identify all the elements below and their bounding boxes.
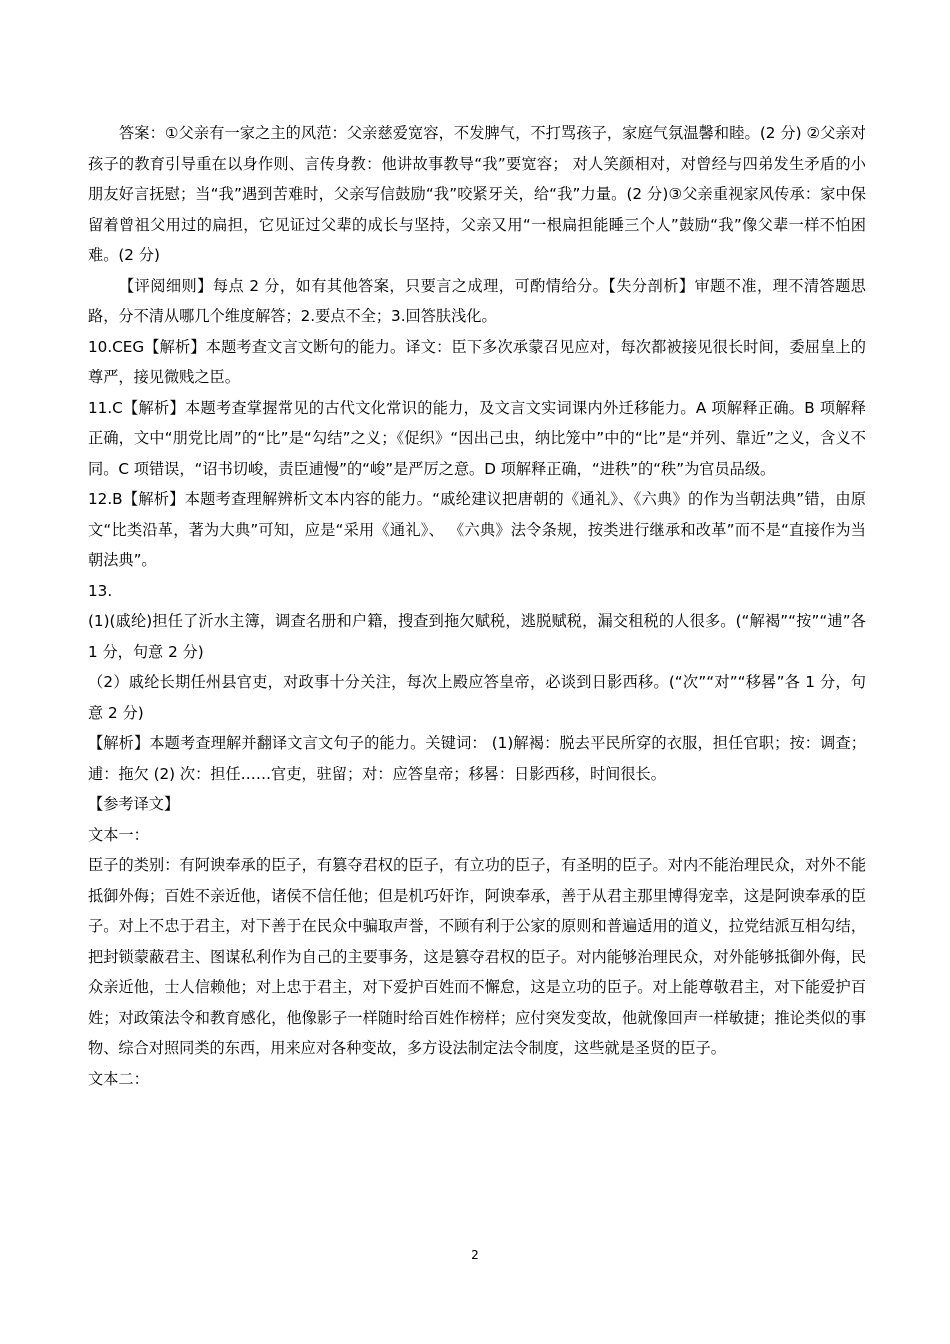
question-11-analysis: 11.C【解析】本题考查掌握常见的古代文化常识的能力，及文言文实词课内外迁移能力。A 项解释正确。B 项解释正确，文中“朋党比周”的“比”是“勾结”之义；《促织》“因出己虫，纳比笼中”中的“比”是“并列、靠近”之义，含义不同。C 项错误，“诏书切峻，责臣逋慢”的“峻”是严厉之意。D 项解释正确，“进秩”的“秩”为官员品级。 (88, 398, 866, 478)
page-number: 2 (471, 1248, 479, 1262)
document-body (88, 118, 866, 1094)
question-13-part-1: (1)(戚纶)担任了沂水主簿，调查名册和户籍，搜查到拖欠赋税，逃脱赋税，漏交租税的人很多。(“解褐”“按”“逋”各 1 分，句意 2 分) (88, 612, 866, 661)
text-one-translation: 臣子的类别：有阿谀奉承的臣子，有篡夺君权的臣子，有立功的臣子，有圣明的臣子。对内不能治理民众，对外不能抵御外侮；百姓不亲近他，诸侯不信任他；但是机巧奸诈，阿谀奉承，善于从君主那里博得宠幸，这是阿谀奉承的臣子。对上不忠于君主，对下善于在民众中骗取声誉，不顾有利于公家的原则和普遍适用的道义，拉党结派互相勾结，把封锁蒙蔽君主、图谋私利作为自己的主要事务，这是篡夺君权的臣子。对内能够治理民众，对外能够抵御外侮，民众亲近他，士人信赖他；对上忠于君主，对下爱护百姓而不懈怠，这是立功的臣子。对上能尊敬君主，对下能爱护百姓；对政策法令和教育感化，他像影子一样随时给百姓作榜样；应付突发变故，他就像回声一样敏捷；推论类似的事物、综合对照同类的东西，用来应对各种变故，多方设法制定法令制度，这些就是圣贤的臣子。 (88, 856, 866, 1057)
text-one-label: 文本一： (88, 825, 149, 844)
answer-paragraph: 答案：①父亲有一家之主的风范：父亲慈爱宽容，不发脾气，不打骂孩子，家庭气氛温馨和睦。(2 分) ②父亲对孩子的教育引导重在以身作则、言传身教：他讲故事教导“我”要宽容； 对人笑颜相对，对曾经与四弟发生矛盾的小朋友好言抚慰；当“我”遇到苦难时，父亲写信鼓励“我”咬紧牙关，给“我”力量。(2 分)③父亲重视家风传承：家中保留着曾祖父用过的扁担，它见证过父辈的成长与坚持，父亲又用“一根扁担能睡三个人”鼓励“我”像父辈一样不怕困难。(2 分) (88, 124, 866, 264)
question-10-analysis: 10.CEG【解析】本题考查文言文断句的能力。译文：臣下多次承蒙召见应对，每次都被接见很长时间，委屈皇上的尊严，接见微贱之臣。 (88, 337, 866, 386)
question-13-number: 13. (88, 581, 113, 600)
question-13-part-2: （2）戚纶长期任州县官吏，对政事十分关注，每次上殿应答皇帝，必谈到日影西移。(“次”“对”“移晷”各 1 分，句意 2 分) (88, 673, 866, 722)
question-12-analysis: 12.B【解析】本题考查理解辨析文本内容的能力。“戚纶建议把唐朝的《通礼》、《六典》的作为当朝法典”错，由原文“比类沿革，著为大典”可知，应是“采用《通礼》、 《六典》法令条规，按类进行继承和改革”而不是“直接作为当朝法典”。 (88, 490, 866, 569)
question-13-analysis: 【解析】本题考查理解并翻译文言文句子的能力。关键词： (1)解褐：脱去平民所穿的衣服，担任官职；按：调查；逋：拖欠 (2) 次：担任……官吏，驻留；对：应答皇帝；移晷：日影西移，时间很长。 (88, 734, 866, 783)
grading-rules-paragraph: 【评阅细则】每点 2 分，如有其他答案，只要言之成理，可酌情给分。【失分剖析】审题不准，理不清答题思路，分不清从哪几个维度解答；2.要点不全；3.回答肤浅化。 (88, 276, 866, 325)
reference-translation-heading: 【参考译文】 (88, 795, 180, 813)
text-two-label: 文本二： (88, 1069, 149, 1088)
